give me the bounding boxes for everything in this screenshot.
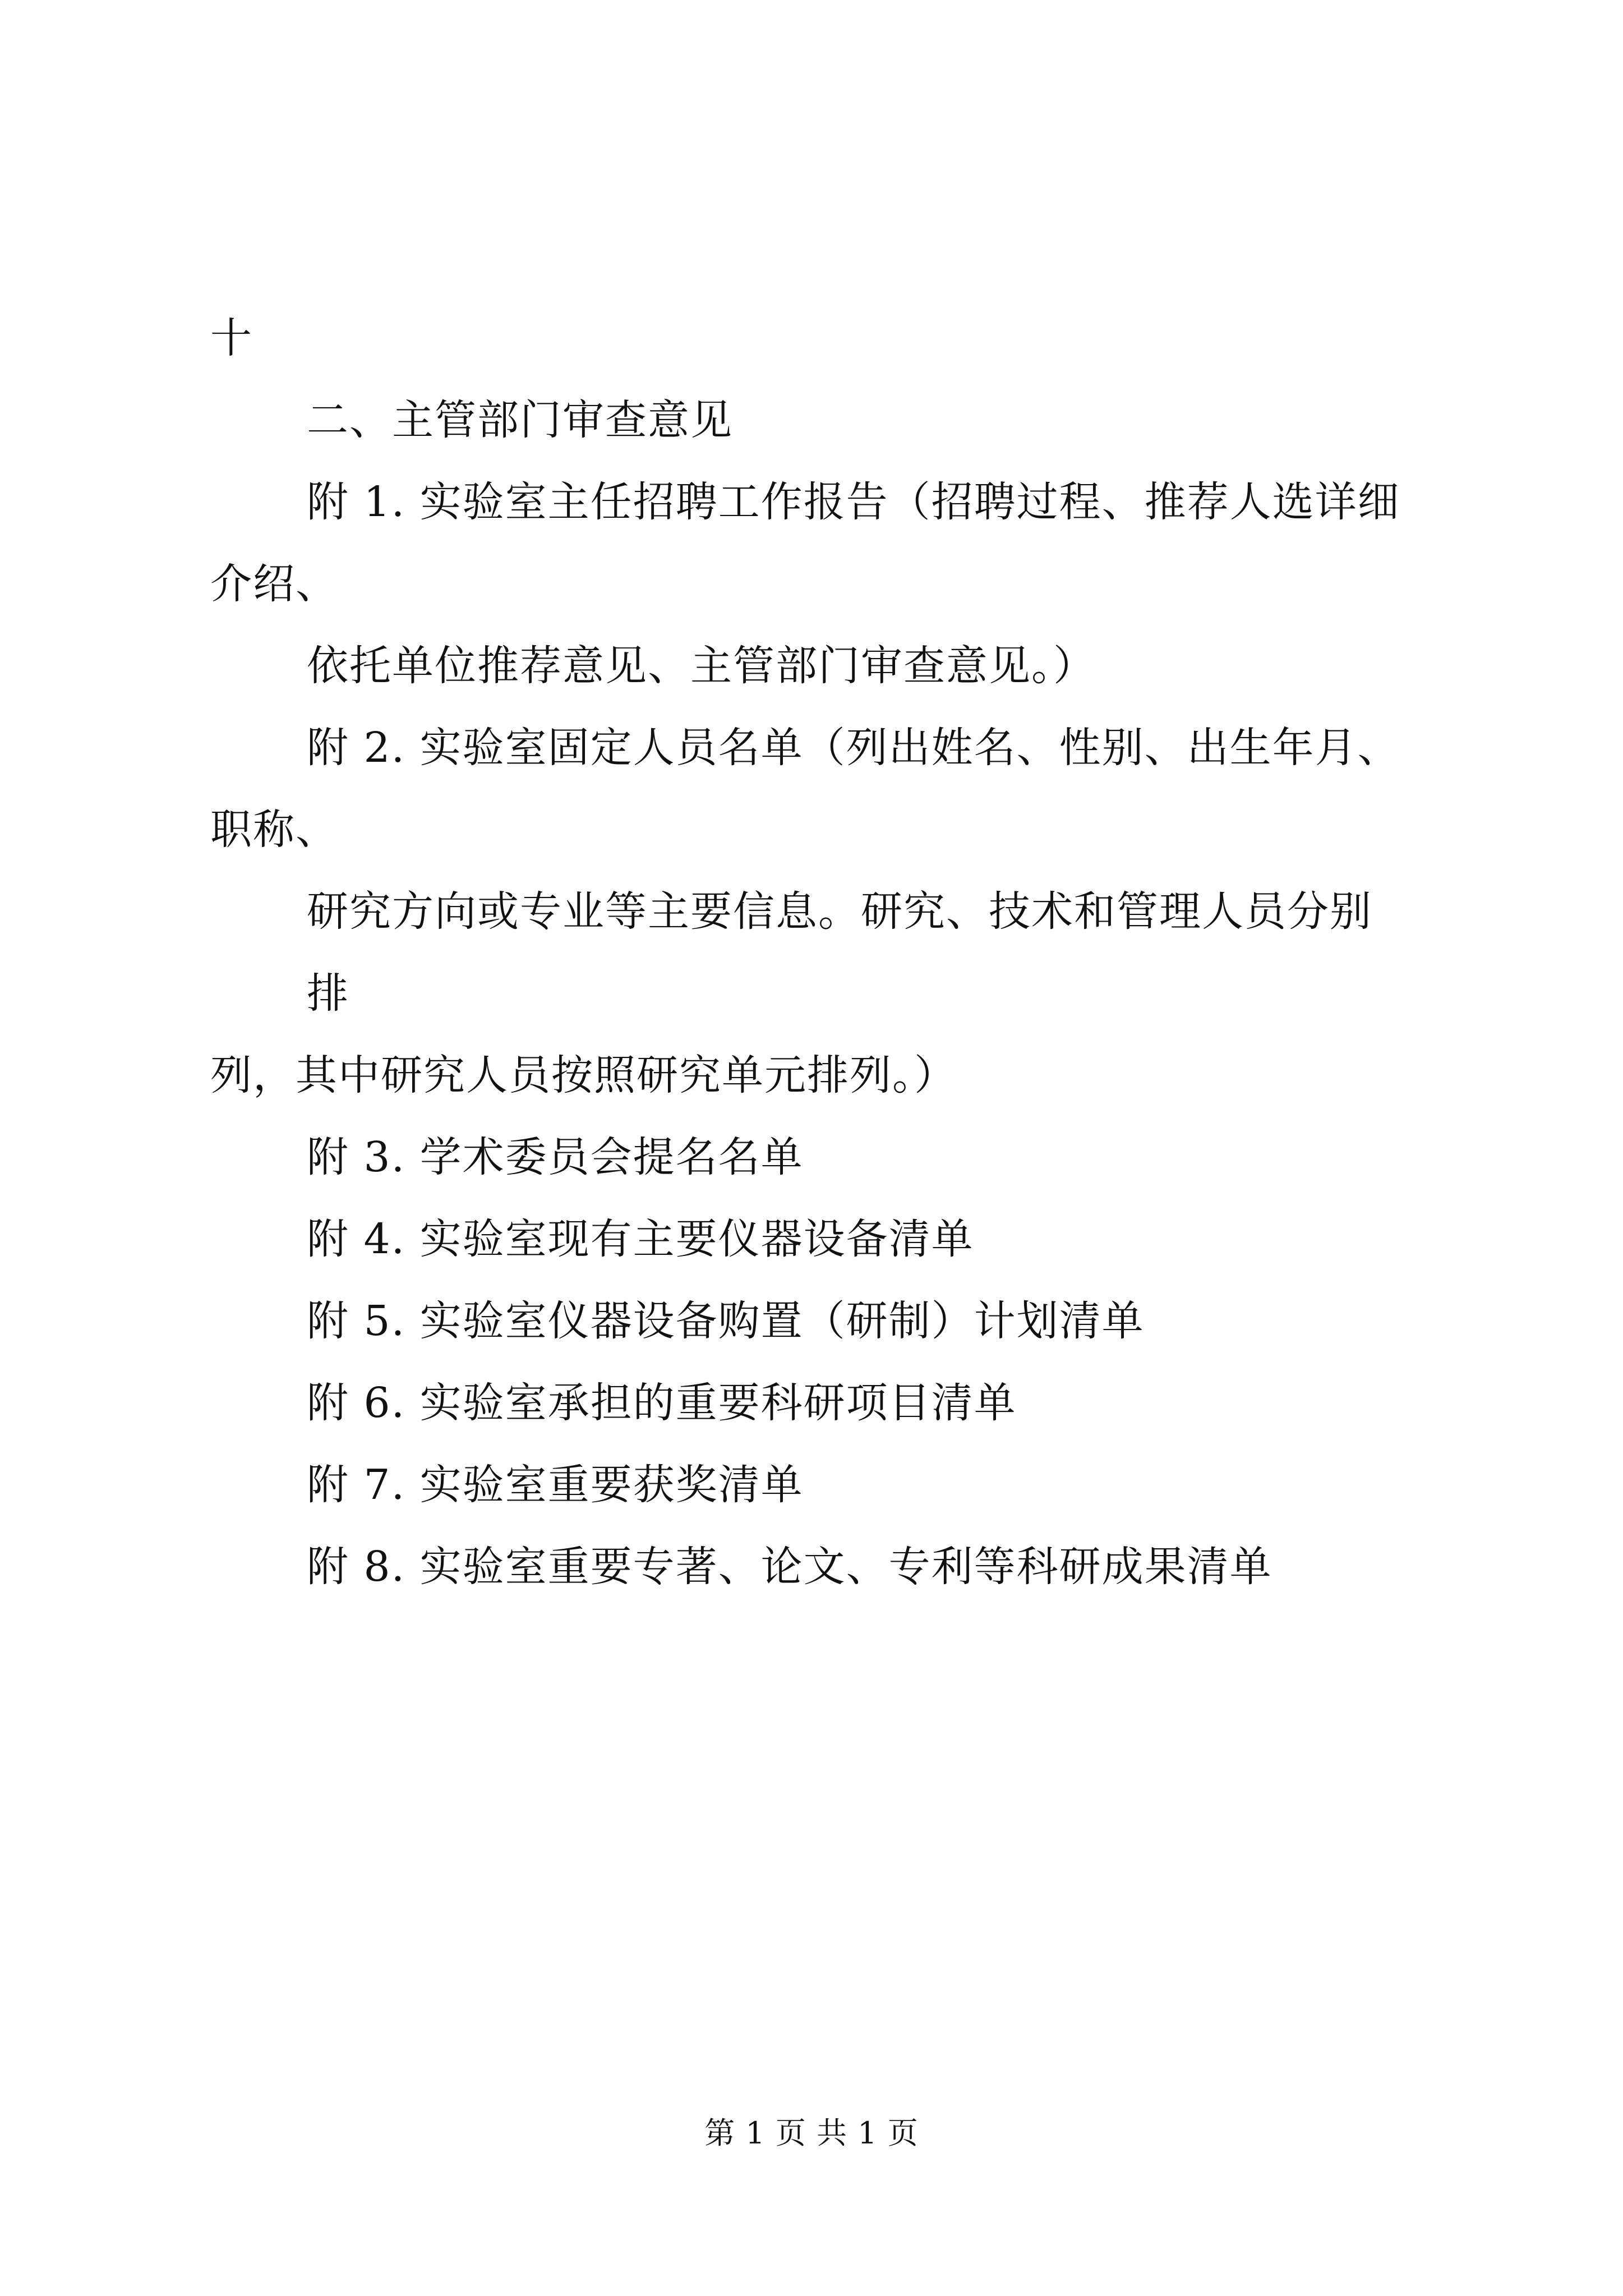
appendix-2-line-1: 附 2. 实验室固定人员名单（列出姓名、性别、出生年月、 (307, 724, 1400, 772)
line-shi: 十 (210, 314, 253, 362)
page-footer: 第 1 页 共 1 页 (704, 2115, 919, 2151)
appendix-6: 附 6. 实验室承担的重要科研项目清单 (307, 1379, 1017, 1427)
appendix-1-line-2: 介绍、 (210, 560, 338, 608)
appendix-3: 附 3. 学术委员会提名名单 (307, 1133, 804, 1181)
document-body (210, 297, 1410, 1608)
appendix-5: 附 5. 实验室仪器设备购置（研制）计划清单 (307, 1297, 1145, 1345)
appendix-1-line-3: 依托单位推荐意见、主管部门审查意见。） (307, 642, 1096, 690)
appendix-1-line-1: 附 1. 实验室主任招聘工作报告（招聘过程、推荐人选详细 (307, 478, 1400, 526)
appendix-2-line-4: 列，其中研究人员按照研究单元排列。） (210, 1051, 957, 1099)
section-heading-review-opinion: 二、主管部门审查意见 (307, 396, 733, 444)
appendix-4: 附 4. 实验室现有主要仪器设备清单 (307, 1215, 974, 1263)
appendix-2-line-2: 职称、 (210, 806, 338, 854)
appendix-2-line-3: 研究方向或专业等主要信息。研究、技术和管理人员分别排 (307, 887, 1372, 1018)
appendix-8: 附 8. 实验室重要专著、论文、专利等科研成果清单 (307, 1543, 1272, 1591)
appendix-7: 附 7. 实验室重要获奖清单 (307, 1461, 804, 1509)
